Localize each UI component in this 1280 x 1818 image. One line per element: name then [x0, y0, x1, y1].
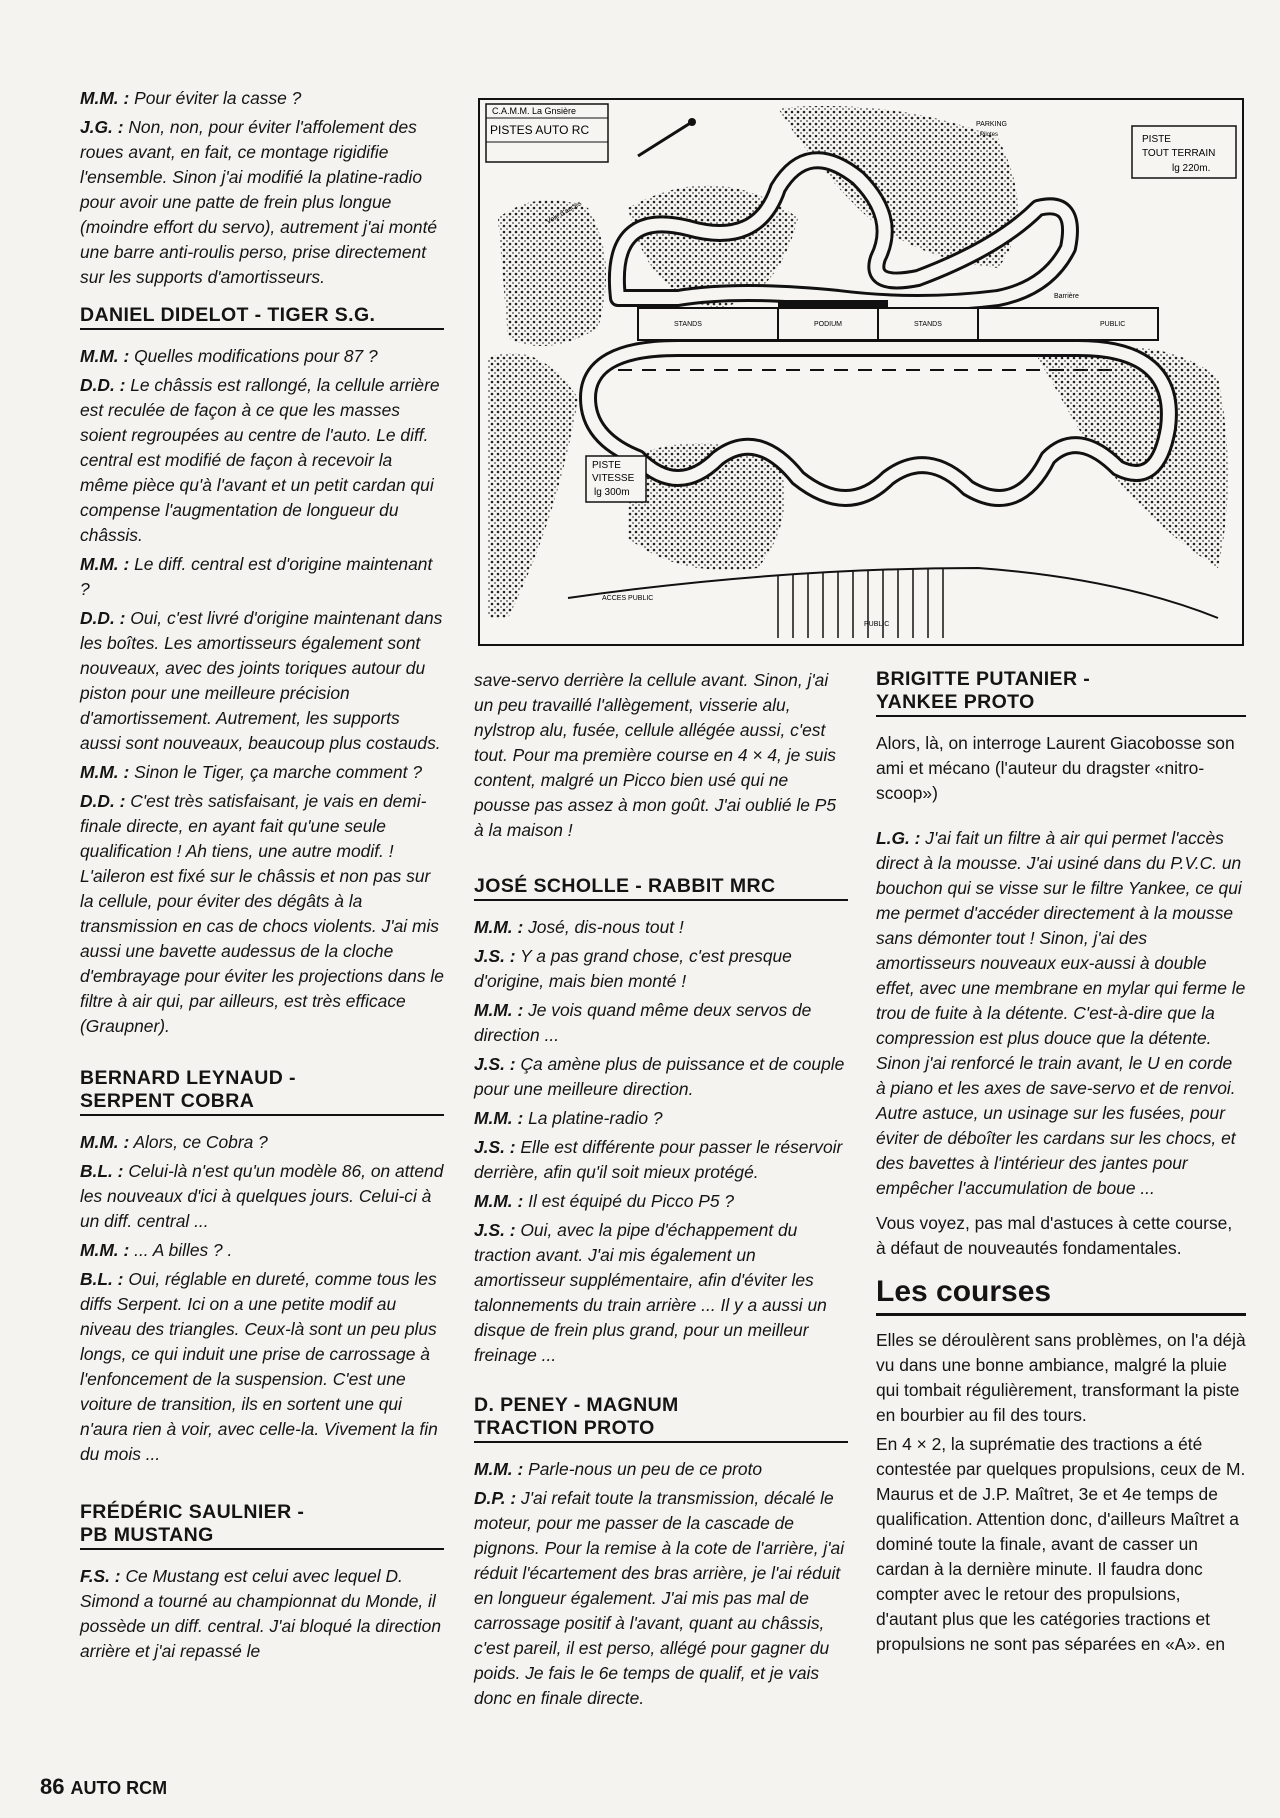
heading-putanier [876, 668, 1246, 717]
speaker-label: M.M. : [80, 88, 130, 108]
interview-block-didelot [80, 344, 444, 1039]
speaker-text: Y a pas grand chose, c'est presque d'origine, mais bien monté ! [474, 946, 792, 991]
heading-peney-line1: D. PENEY - MAGNUM [474, 1394, 679, 1416]
heading-leynaud-line2: SERPENT COBRA [80, 1090, 255, 1112]
continuation-text: save-servo derrière la cellule avant. Sinon, j'ai un peu travaillé l'allègement, visserie alu, nylstrop alu, fusée, cellule allégée aussi, c'est tout. Pour ma première course en 4 × 4, je suis content, malgré un Picco bien usé qui ne pousse pas assez à mon goût. J'ai oublié le P5 à la maison ! [474, 670, 837, 840]
speaker-label: D.P. : [474, 1488, 517, 1508]
speaker-label: M.M. : [80, 346, 130, 366]
interview-line [80, 606, 444, 756]
speaker-label: M.M. : [474, 917, 524, 937]
label-parking: PARKING [976, 121, 1007, 128]
heading-saulnier [80, 1501, 444, 1550]
interview-block-scholle [474, 915, 848, 1368]
interview-block-saulnier [80, 1564, 444, 1664]
speaker-label: J.S. : [474, 946, 516, 966]
interview-line [876, 826, 1246, 1201]
speaker-text: Quelles modifications pour 87 ? [134, 346, 378, 366]
section-title-courses: Les courses [876, 1275, 1246, 1316]
speaker-text: Celui-là n'est qu'un modèle 86, on attend les nouveaux d'ici à quelques jours. Celui-ci à un diff. central ... [80, 1161, 444, 1231]
speaker-text: Pour éviter la casse ? [134, 88, 302, 108]
label-barriere: Barrière [1054, 293, 1079, 300]
speaker-text: Je vois quand même deux servos de direction ... [474, 1000, 812, 1045]
speaker-label: M.M. : [474, 1191, 524, 1211]
interview-line [474, 944, 848, 994]
label-off-road-1: PISTE [1142, 134, 1171, 145]
label-podium: PODIUM [814, 321, 842, 328]
speaker-text: Oui, réglable en dureté, comme tous les diffs Serpent. Ici on a une petite modif au niveau des triangles. Ceux-là sont un peu plus longs, ce qui induit une prise de carrossage à l'enfoncement de la suspension. C'est une voiture de transition, ils en sortent une qui n'aura rien à voir, avec celle-la. Vivement la fin du mois ... [80, 1269, 438, 1464]
interview-line [80, 789, 444, 1039]
speaker-label: D.D. : [80, 375, 126, 395]
interview-line [474, 1189, 848, 1214]
label-stands-left: STANDS [674, 321, 702, 328]
speaker-text: Ça amène plus de puissance et de couple pour une meilleure direction. [474, 1054, 845, 1099]
interview-line [80, 760, 444, 785]
speaker-label: M.M. : [80, 1132, 130, 1152]
putanier-intro: Alors, là, on interroge Laurent Giacobosse son ami et mécano (l'auteur du dragster «nitro-scoop») [876, 733, 1235, 803]
interview-line [80, 552, 444, 602]
speaker-label: D.D. : [80, 608, 126, 628]
magazine-name: AUTO RCM [70, 1778, 168, 1798]
label-public-right: PUBLIC [1100, 321, 1126, 328]
page-footer [40, 1774, 167, 1800]
interview-line [474, 1457, 848, 1482]
courses-paragraph-1: Elles se déroulèrent sans problèmes, on l'a déjà vu dans une bonne ambiance, malgré la pluie qui tombait régulièrement, transformant la piste en bourbier au fil des tours. [876, 1330, 1246, 1425]
interview-block-jg [80, 86, 444, 290]
speaker-label: J.G. : [80, 117, 124, 137]
stands-block [638, 308, 1158, 340]
speaker-label: M.M. : [80, 554, 130, 574]
speaker-label: B.L. : [80, 1269, 124, 1289]
label-speed-3: lg 300m [594, 487, 630, 498]
interview-line [80, 1130, 444, 1155]
heading-putanier-line2: YANKEE PROTO [876, 691, 1035, 713]
speaker-text: Parle-nous un peu de ce proto [528, 1459, 763, 1479]
heading-didelot: DANIEL DIDELOT - TIGER S.G. [80, 304, 444, 330]
speaker-text: Oui, c'est livré d'origine maintenant dans les boîtes. Les amortisseurs également sont nouveaux, avec des joints toriques autour du piston pour une meilleure précision d'amortissement. Autrement, les supports aussi sont nouveaux, beaucoup plus costauds. [80, 608, 443, 753]
speaker-text: Il est équipé du Picco P5 ? [528, 1191, 735, 1211]
interview-block-peney [474, 1457, 848, 1711]
speaker-label: J.S. : [474, 1054, 516, 1074]
speaker-label: M.M. : [474, 1000, 524, 1020]
label-pilotes: Pilotes [980, 132, 999, 138]
speaker-text: Non, non, pour éviter l'affolement des roues avant, en fait, ce montage rigidifie l'ensemble. Sinon j'ai modifié la platine-radio pour avoir une patte de frein plus longue (moindre effort du servo), autrement j'ai monté une barre anti-roulis perso, prise directement sur les supports d'amortisseurs. [80, 117, 438, 287]
interview-line [474, 1486, 848, 1711]
speaker-text: Ce Mustang est celui avec lequel D. Simond a tourné au championnat du Monde, il possède un diff. central. J'ai bloqué la direction arrière et j'ai repassé le [80, 1566, 442, 1661]
speaker-label: L.G. : [876, 828, 921, 848]
interview-line [474, 1218, 848, 1368]
right-column [876, 668, 1246, 1661]
label-voie-acces: Voie d'accès [545, 200, 583, 226]
track-map-diagram [478, 98, 1244, 646]
heading-putanier-line1: BRIGITTE PUTANIER - [876, 668, 1091, 690]
interview-line [474, 998, 848, 1048]
interview-line [80, 1564, 444, 1664]
speaker-label: M.M. : [474, 1459, 524, 1479]
label-speed-2: VITESSE [592, 473, 635, 484]
label-public-bottom: PUBLIC [864, 621, 890, 628]
speaker-label: M.M. : [474, 1108, 524, 1128]
speaker-text: Le diff. central est d'origine maintenant ? [80, 554, 433, 599]
speaker-text: Elle est différente pour passer le réservoir derrière, afin qu'il soit mieux protégé. [474, 1137, 843, 1182]
interview-line [474, 1052, 848, 1102]
interview-line [80, 344, 444, 369]
outro-text: Vous voyez, pas mal d'astuces à cette course, à défaut de nouveautés fondamentales. [876, 1213, 1233, 1258]
heading-peney-line2: TRACTION PROTO [474, 1417, 655, 1439]
label-off-road-3: lg 220m. [1172, 163, 1211, 174]
heading-leynaud [80, 1067, 444, 1116]
interview-line [80, 373, 444, 548]
label-off-road-2: TOUT TERRAIN [1142, 148, 1216, 159]
heading-saulnier-line1: FRÉDÉRIC SAULNIER - [80, 1501, 305, 1523]
interview-line [80, 1267, 444, 1467]
heading-leynaud-line1: BERNARD LEYNAUD - [80, 1067, 296, 1089]
heading-scholle: JOSÉ SCHOLLE - RABBIT MRC [474, 875, 848, 901]
heading-saulnier-line2: PB MUSTANG [80, 1524, 214, 1546]
speaker-label: M.M. : [80, 762, 130, 782]
speaker-text: José, dis-nous tout ! [528, 917, 684, 937]
speaker-text: J'ai refait toute la transmission, décalé le moteur, pour me passer de la cascade de pignons. Pour la remise à la cote de l'arrière, j'ai réduit l'écartement des bras arrière, je l'ai réduit en longueur également. J'ai mis pas mal de carrossage positif à l'avant, quant au châssis, c'est pareil, il est perso, allégé pour gagner du poids. Je fais le 6e temps de qualif, et je vais donc en finale directe. [474, 1488, 845, 1708]
interview-block-putanier [876, 826, 1246, 1201]
page-number: 86 [40, 1774, 65, 1799]
speaker-text: Le châssis est rallongé, la cellule arrière est reculée de façon à ce que les masses soient regroupées au centre de l'auto. Le diff. central est modifié de façon à recevoir la même pièce qu'à l'avant et un petit cardan qui compense l'augmentation de longueur du châssis. [80, 375, 440, 545]
speaker-text: Sinon le Tiger, ça marche comment ? [134, 762, 422, 782]
speaker-text: ... A billes ? . [134, 1240, 233, 1260]
left-column [80, 86, 444, 1668]
speaker-label: D.D. : [80, 791, 126, 811]
speaker-label: J.S. : [474, 1137, 516, 1157]
speaker-text: Alors, ce Cobra ? [133, 1132, 268, 1152]
interview-line [474, 915, 848, 940]
interview-block-leynaud [80, 1130, 444, 1467]
interview-line [474, 1135, 848, 1185]
label-speed-1: PISTE [592, 460, 621, 471]
middle-column [474, 668, 848, 1715]
speaker-label: B.L. : [80, 1161, 124, 1181]
interview-line [80, 86, 444, 111]
speaker-text: C'est très satisfaisant, je vais en demi-finale directe, en ayant fait qu'une seule qualification ! Ah tiens, une autre modif. ! L'aileron est fixé sur le châssis et non pas sur la cellule, pour éviter des dégâts à la transmission en cas de chocs violents. J'ai mis aussi une bavette audessus de la cloche d'embrayage pour éviter les projections dans le filtre à air qui, par ailleurs, est très efficace (Graupner). [80, 791, 444, 1036]
speaker-text: J'ai fait un filtre à air qui permet l'accès direct à la mousse. J'ai usiné dans du P.V.C. un bouchon qui se visse sur le filtre Yankee, ce qui me permet d'accéder directement à la mousse sans démonter tout ! Sinon, j'ai des amortisseurs nouveaux eux-aussi à double effet, avec une membrane en mylar qui ferme le trou de fuite à la détente. C'est-à-dire que la compression est plus douce que la détente. Sinon j'ai renforcé le train avant, le U en corde à piano et les axes de save-servo et de renvoi. Autre astuce, un usinage sur les fusées, pour éviter de déboîter les cardans sur les chocs, et des bavettes à l'intérieur des jantes pour empêcher l'accumulation de boue ... [876, 828, 1246, 1198]
label-acces: ACCES PUBLIC [602, 595, 654, 602]
heading-peney [474, 1394, 848, 1443]
map-title-line2: PISTES AUTO RC [490, 123, 590, 137]
speaker-label: J.S. : [474, 1220, 516, 1240]
interview-line [80, 115, 444, 290]
label-stands-right: STANDS [914, 321, 942, 328]
speaker-label: F.S. : [80, 1566, 121, 1586]
speaker-label: M.M. : [80, 1240, 130, 1260]
speaker-text: Oui, avec la pipe d'échappement du traction avant. J'ai mis également un amortisseur supplémentaire, afin d'éviter les talonnements du train arrière ... Il y a aussi un disque de frein plus grand, pour un meilleur freinage ... [474, 1220, 827, 1365]
map-title-line1: C.A.M.M. La Gnsière [492, 106, 577, 116]
courses-paragraph-2: En 4 × 2, la suprématie des tractions a été contestée par quelques propulsions, ceux de M. Maurus et de J.P. Maîtret, 3e et 4e temps de qualification. Attention donc, d'ailleurs Maîtret a dominé toute la finale, avant de casser un cardan à la dernière minute. Il faudra donc compter avec le retour des propulsions, d'autant plus que les catégories tractions et propulsions ne sont pas séparées en «A». en [876, 1434, 1246, 1654]
interview-line [80, 1238, 444, 1263]
speaker-text: La platine-radio ? [528, 1108, 663, 1128]
interview-line [474, 1106, 848, 1131]
interview-line [80, 1159, 444, 1234]
podium-roof [778, 300, 888, 308]
